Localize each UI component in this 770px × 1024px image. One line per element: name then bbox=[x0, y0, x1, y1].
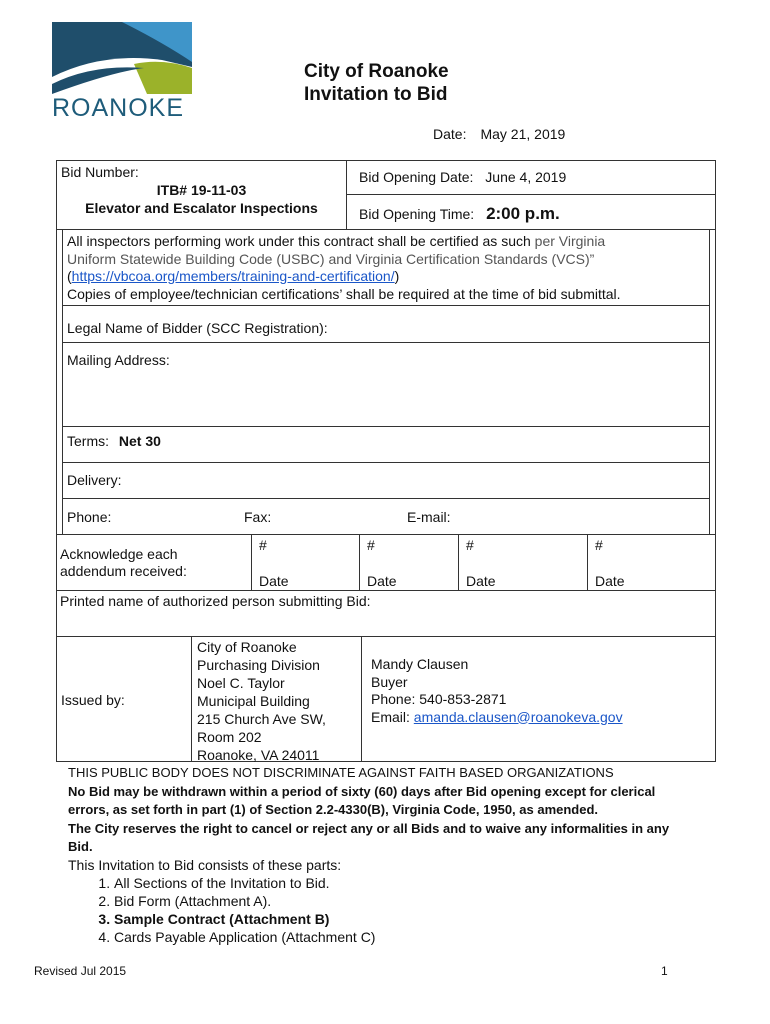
reservation-notice bbox=[68, 820, 669, 855]
notice-line1-tail: per Virginia bbox=[530, 233, 606, 249]
buyer-name: Mandy Clausen bbox=[371, 656, 469, 672]
revision-note: Revised Jul 2015 bbox=[34, 964, 127, 978]
delivery-label: Delivery: bbox=[67, 472, 122, 488]
ack-line2: addendum received: bbox=[60, 563, 187, 579]
page-title bbox=[304, 60, 449, 106]
date-value: May 21, 2019 bbox=[480, 126, 566, 142]
address-line: Noel C. Taylor bbox=[197, 675, 285, 691]
itb-number: ITB# 19-11-03 bbox=[156, 182, 247, 198]
terms-value: Net 30 bbox=[118, 433, 161, 449]
addendum-4-date[interactable]: Date bbox=[595, 573, 625, 589]
logo-wordmark: ROANOKE bbox=[52, 94, 185, 122]
printed-name-field[interactable] bbox=[57, 610, 715, 636]
issued-by-label: Issued by: bbox=[61, 692, 125, 708]
parts-intro: This Invitation to Bid consists of these parts: bbox=[68, 857, 342, 873]
addendum-2-date[interactable]: Date bbox=[367, 573, 397, 589]
acknowledge-addendum-label bbox=[60, 546, 187, 580]
page-number: 1 bbox=[661, 964, 668, 978]
address-line: Room 202 bbox=[197, 729, 262, 745]
bid-title: Elevator and Escalator Inspections bbox=[85, 200, 318, 216]
addendum-2-number[interactable]: # bbox=[367, 537, 375, 553]
title-city: City of Roanoke bbox=[304, 61, 449, 82]
addendum-3-number[interactable]: # bbox=[466, 537, 474, 553]
addendum-1-date[interactable]: Date bbox=[259, 573, 289, 589]
parts-section bbox=[68, 856, 375, 946]
opening-time-value: 2:00 p.m. bbox=[486, 204, 560, 223]
notice-line2: Uniform Statewide Building Code (USBC) and Virginia Certification Standards (VCS)” bbox=[67, 250, 595, 267]
delivery-field[interactable] bbox=[63, 463, 709, 498]
parts-list bbox=[68, 874, 375, 946]
withdrawal-notice bbox=[68, 783, 655, 818]
withdraw-line2: errors, as set forth in part (1) of Section 2.2-4330(B), Virginia Code, 1950, as amended. bbox=[68, 801, 599, 817]
terms bbox=[67, 433, 161, 449]
bid-opening-time-cell bbox=[346, 194, 716, 230]
buyer-phone: Phone: 540-853-2871 bbox=[371, 691, 507, 707]
nondiscrimination-statement: THIS PUBLIC BODY DOES NOT DISCRIMINATE AGAINST FAITH BASED ORGANIZATIONS bbox=[68, 765, 614, 780]
address-line: Roanoke, VA 24011 bbox=[197, 747, 320, 763]
title-document: Invitation to Bid bbox=[304, 84, 448, 105]
buyer-email-label: Email: bbox=[371, 708, 414, 725]
list-item: 4. Cards Payable Application (Attachment C) bbox=[114, 928, 375, 946]
opening-time bbox=[359, 204, 560, 224]
opening-time-label: Bid Opening Time: bbox=[359, 206, 475, 222]
reserve-line2: Bid. bbox=[68, 838, 93, 854]
list-item: 1. All Sections of the Invitation to Bid. bbox=[114, 874, 375, 892]
withdraw-line1: No Bid may be withdrawn within a period of sixty (60) days after Bid opening except for clerical bbox=[68, 784, 656, 799]
bid-opening-date-cell bbox=[346, 160, 716, 195]
certification-notice bbox=[67, 233, 707, 303]
ack-line1: Acknowledge each bbox=[60, 546, 178, 562]
certification-link[interactable]: https://vbcoa.org/members/training-and-certification/ bbox=[71, 268, 395, 284]
buyer-contact bbox=[371, 656, 623, 726]
addendum-1-number[interactable]: # bbox=[259, 537, 267, 553]
phone-label: Phone: bbox=[67, 509, 112, 525]
mailing-address-field[interactable] bbox=[63, 343, 709, 426]
address-line: 215 Church Ave SW, bbox=[197, 711, 326, 727]
opening-date-label: Bid Opening Date: bbox=[359, 169, 474, 185]
notice-line1: All inspectors performing work under this contract shall be certified as such bbox=[67, 233, 531, 249]
address-line: Municipal Building bbox=[197, 693, 310, 709]
list-item: 3. Sample Contract (Attachment B) bbox=[114, 910, 375, 928]
buyer-email-link[interactable]: amanda.clausen@roanokeva.gov bbox=[413, 708, 623, 725]
link-close-paren: ) bbox=[394, 268, 400, 284]
notice-line4: Copies of employee/technician certifications’ shall be required at the time of bid submittal. bbox=[67, 285, 621, 302]
addendum-4-number[interactable]: # bbox=[595, 537, 603, 553]
buyer-title: Buyer bbox=[371, 673, 408, 690]
address-line: City of Roanoke bbox=[197, 639, 297, 655]
list-item: 2. Bid Form (Attachment A). bbox=[114, 892, 375, 910]
addendum-3-date[interactable]: Date bbox=[466, 573, 496, 589]
mailing-address-label: Mailing Address: bbox=[67, 352, 170, 368]
purchasing-address bbox=[197, 638, 326, 764]
link-open-paren: ( bbox=[67, 268, 72, 284]
legal-name-field[interactable] bbox=[63, 306, 709, 342]
legal-name-label: Legal Name of Bidder (SCC Registration): bbox=[67, 320, 328, 336]
fax-label: Fax: bbox=[244, 509, 272, 525]
opening-date-value: June 4, 2019 bbox=[485, 169, 567, 185]
bid-number-label: Bid Number: bbox=[61, 164, 139, 180]
printed-name-label: Printed name of authorized person submitting Bid: bbox=[60, 593, 371, 609]
document-date bbox=[433, 126, 565, 142]
bid-number-cell bbox=[56, 160, 347, 230]
opening-date bbox=[359, 169, 566, 185]
email-label: E-mail: bbox=[407, 509, 451, 525]
address-line: Purchasing Division bbox=[197, 657, 320, 673]
terms-label: Terms: bbox=[67, 433, 109, 449]
date-label: Date: bbox=[433, 126, 467, 142]
reserve-line1: The City reserves the right to cancel or reject any or all Bids and to waive any informalities in any bbox=[68, 821, 670, 836]
